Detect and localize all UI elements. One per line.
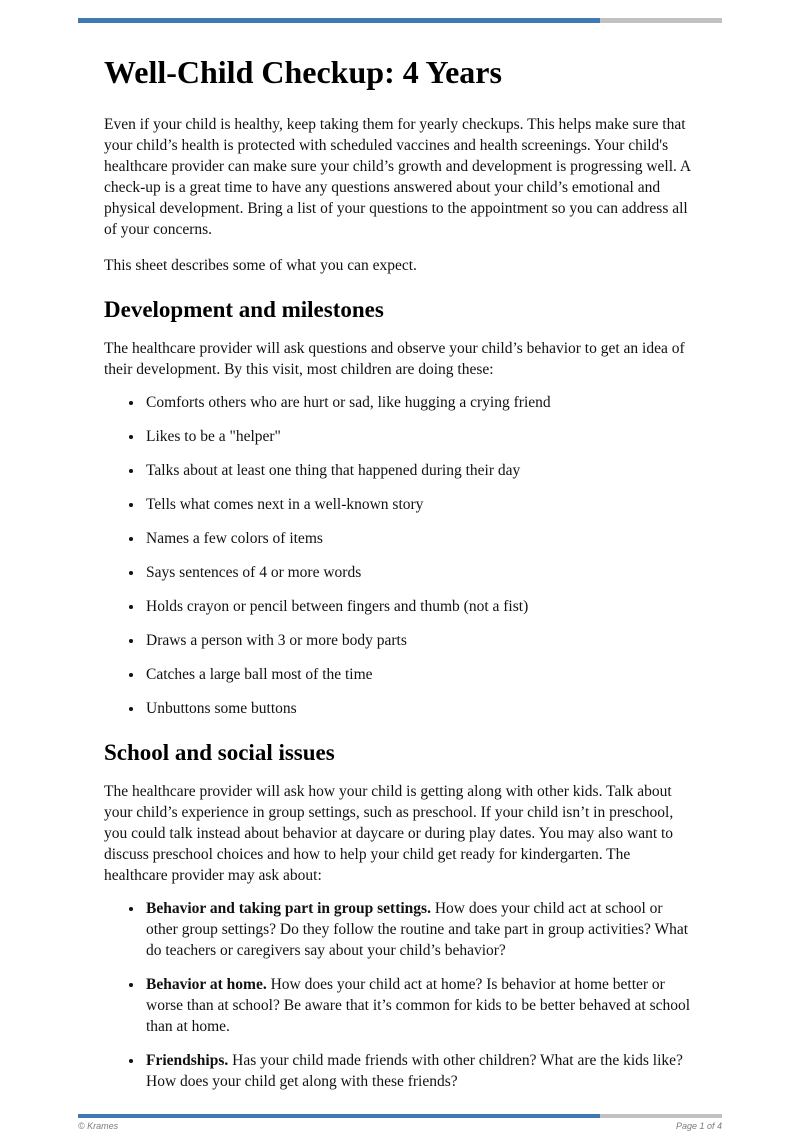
intro-paragraph: Even if your child is healthy, keep taking them for yearly checkups. This helps make sure that your child’s health is protected with scheduled vaccines and health screenings. Your child's healthcare provider can make sure your child’s growth and development is progressing well. A check-up is a great time to have any questions answered about your child’s emotional and physical development. Bring a list of your questions to the appointment so you can address all of your concerns.: [104, 116, 691, 238]
section-intro-school: The healthcare provider will ask how your child is getting along with other kids. Talk about your child’s experience in group settings, such as preschool. If your child isn’t in preschool, you could talk instead about behavior at daycare or during play dates. You may also want to discuss preschool choices and how to help your child get ready for kindergarten. The healthcare provider may ask about:: [104, 783, 674, 884]
footer-accent-bar-blue-segment: [78, 1114, 600, 1118]
section-heading-development-and-milestones: Development and milestones: [104, 297, 384, 322]
list-item-lead: Behavior and taking part in group settings.: [146, 900, 435, 917]
footer-page-number: Page 1 of 4: [675, 1121, 722, 1131]
list-item: • Tells what comes next in a well-known story: [144, 494, 696, 515]
section-intro-development: The healthcare provider will ask questions and observe your child’s behavior to get an idea of their development. By this visit, most children are doing these:: [104, 340, 685, 378]
list-item-lead: Friendships.: [146, 1052, 233, 1069]
header-accent-bar: [78, 18, 722, 23]
page-footer: [78, 1114, 722, 1132]
list-item: • Draws a person with 3 or more body parts: [144, 630, 696, 651]
document-page: [0, 18, 800, 1148]
page-title: Well-Child Checkup: 4 Years: [104, 54, 502, 90]
list-item: • Catches a large ball most of the time: [144, 664, 696, 685]
list-item: • Likes to be a "helper": [144, 426, 696, 447]
list-item: • Talks about at least one thing that happened during their day: [144, 460, 696, 481]
list-item: • Says sentences of 4 or more words: [144, 562, 696, 583]
footer-accent-bar: [78, 1114, 722, 1118]
milestones-bullet-list: [104, 392, 696, 719]
footer-copyright: © Krames: [78, 1121, 119, 1131]
list-item-lead: Behavior at home.: [146, 976, 271, 993]
list-item: [144, 974, 696, 1037]
list-item: • Comforts others who are hurt or sad, like hugging a crying friend: [144, 392, 696, 413]
footer-accent-bar-gray-segment: [600, 1114, 722, 1118]
header-accent-bar-blue-segment: [78, 18, 600, 23]
list-item-text: How does your child act at school or other group settings? Do they follow the routine and take part in group activities? What do teachers or caregivers say about your child’s behavior?: [146, 900, 689, 959]
list-item-text: Has your child made friends with other children? What are the kids like? How does your child get along with these friends?: [146, 1052, 683, 1090]
document-content: [78, 54, 722, 1092]
section-heading-school-and-social-issues: School and social issues: [104, 740, 335, 765]
list-item: [144, 898, 696, 961]
list-item-text: How does your child act at home? Is behavior at home better or worse than at school? Be aware that it’s common for kids to be better behaved at school than at home.: [146, 976, 691, 1035]
list-item: [144, 1050, 696, 1092]
list-item: • Unbuttons some buttons: [144, 698, 696, 719]
school-social-bullet-list: [104, 898, 696, 1092]
header-accent-bar-gray-segment: [600, 18, 722, 23]
list-item: • Holds crayon or pencil between fingers and thumb (not a fist): [144, 596, 696, 617]
list-item: • Names a few colors of items: [144, 528, 696, 549]
intro-summary-line: This sheet describes some of what you can expect.: [104, 257, 417, 274]
